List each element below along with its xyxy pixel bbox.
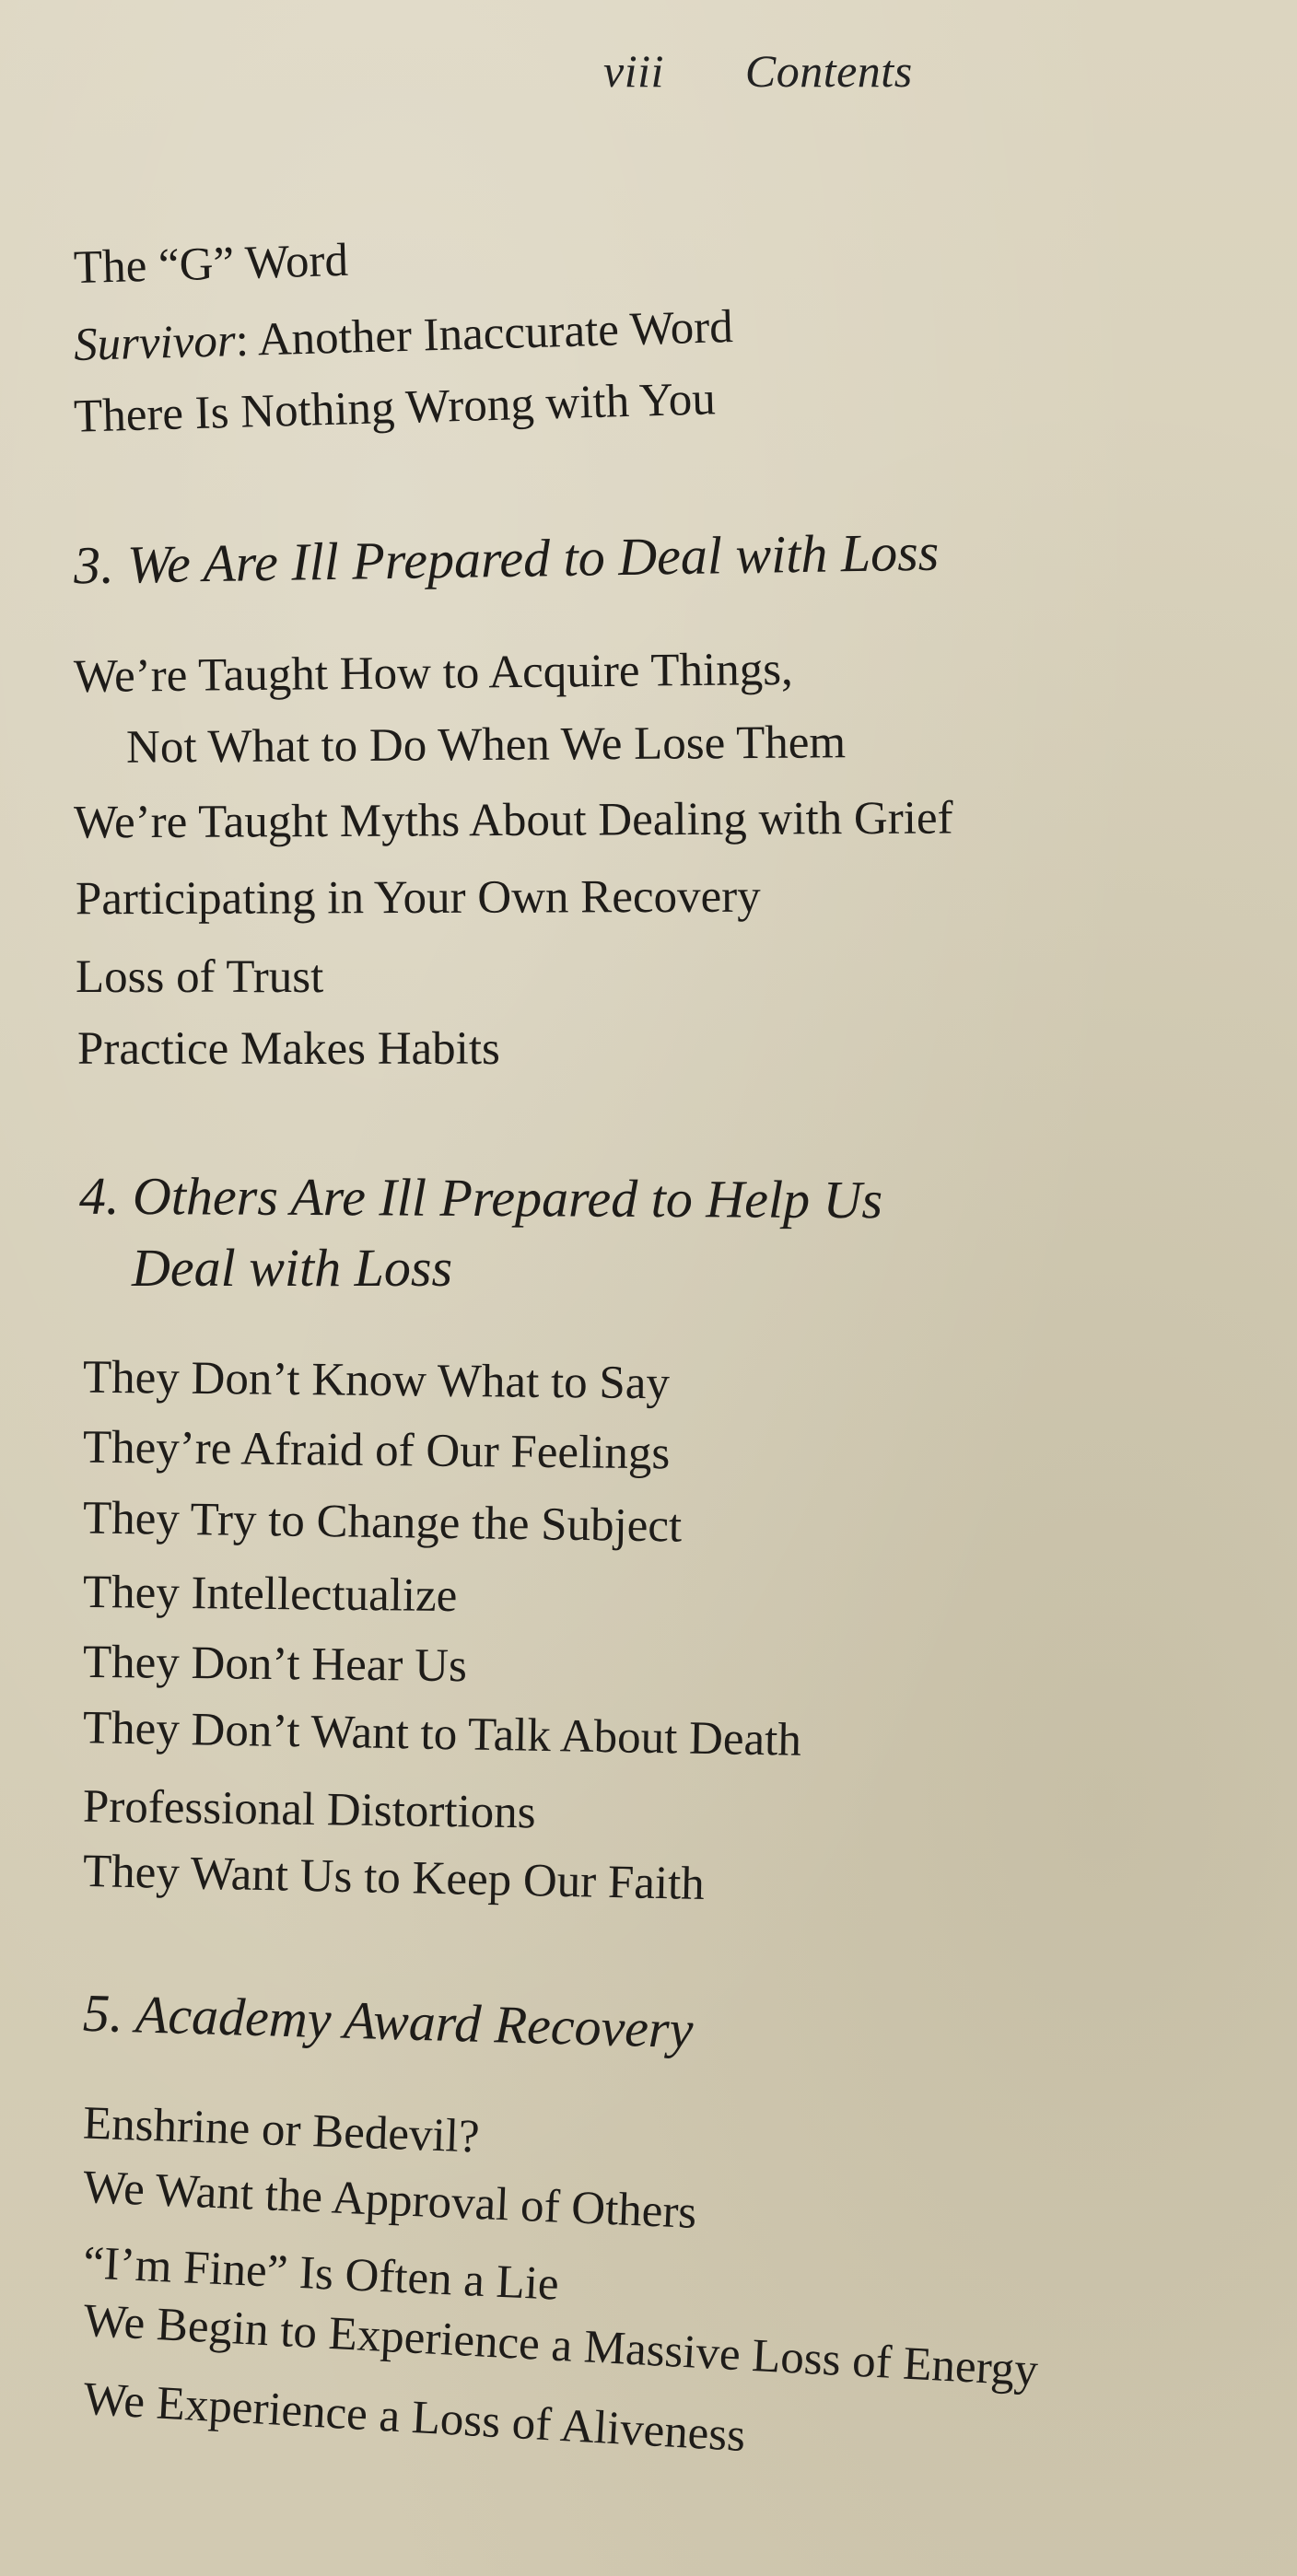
toc-entry: There Is Nothing Wrong with You [73,373,717,443]
toc-entry: They Intellectualize [82,1566,458,1623]
toc-entry-italic: Survivor [73,315,237,371]
toc-entry: They Try to Change the Subject [82,1492,683,1553]
toc-entry: The “G” Word [73,234,349,295]
toc-entry: Participating in Your Own Recovery [75,870,761,926]
toc-entry-continuation: Not What to Do When We Lose Them [125,717,847,774]
chapter-heading: 3. We Are Ill Prepared to Deal with Loss [73,521,940,596]
chapter-heading: 5. Academy Award Recovery [82,1982,695,2060]
toc-entry: “I’m Fine” Is Often a Lie [82,2237,560,2311]
chapter-heading-continuation: Deal with Loss [132,1238,453,1298]
running-head [603,44,913,98]
chapter-heading: 4. Others Are Ill Prepared to Help Us [78,1165,883,1230]
toc-entry: We Experience a Loss of Aliveness [82,2372,747,2463]
toc-entry: We Want the Approval of Others [82,2162,698,2239]
toc-entry: They Don’t Know What to Say [82,1351,671,1410]
toc-entry: Loss of Trust [76,951,324,1003]
toc-entry: Enshrine or Bedevil? [82,2097,481,2163]
toc-entry: They’re Afraid of Our Feelings [82,1421,671,1480]
running-head-title: Contents [744,45,913,97]
toc-entry: We’re Taught How to Acquire Things, [73,643,794,704]
toc-entry: We Begin to Experience a Massive Loss of Energy [82,2294,1040,2397]
toc-entry: They Don’t Want to Talk About Death [82,1702,802,1766]
toc-entry: Professional Distortions [82,1780,536,1839]
toc-entry: Practice Makes Habits [77,1023,500,1075]
toc-entry: They Don’t Hear Us [82,1636,468,1693]
page-number: viii [603,45,664,97]
toc-entry: They Want Us to Keep Our Faith [82,1845,706,1911]
toc-entry: We’re Taught Myths About Dealing with Grief [73,792,953,849]
toc-entry: Survivor: Another Inaccurate Word [73,301,734,371]
